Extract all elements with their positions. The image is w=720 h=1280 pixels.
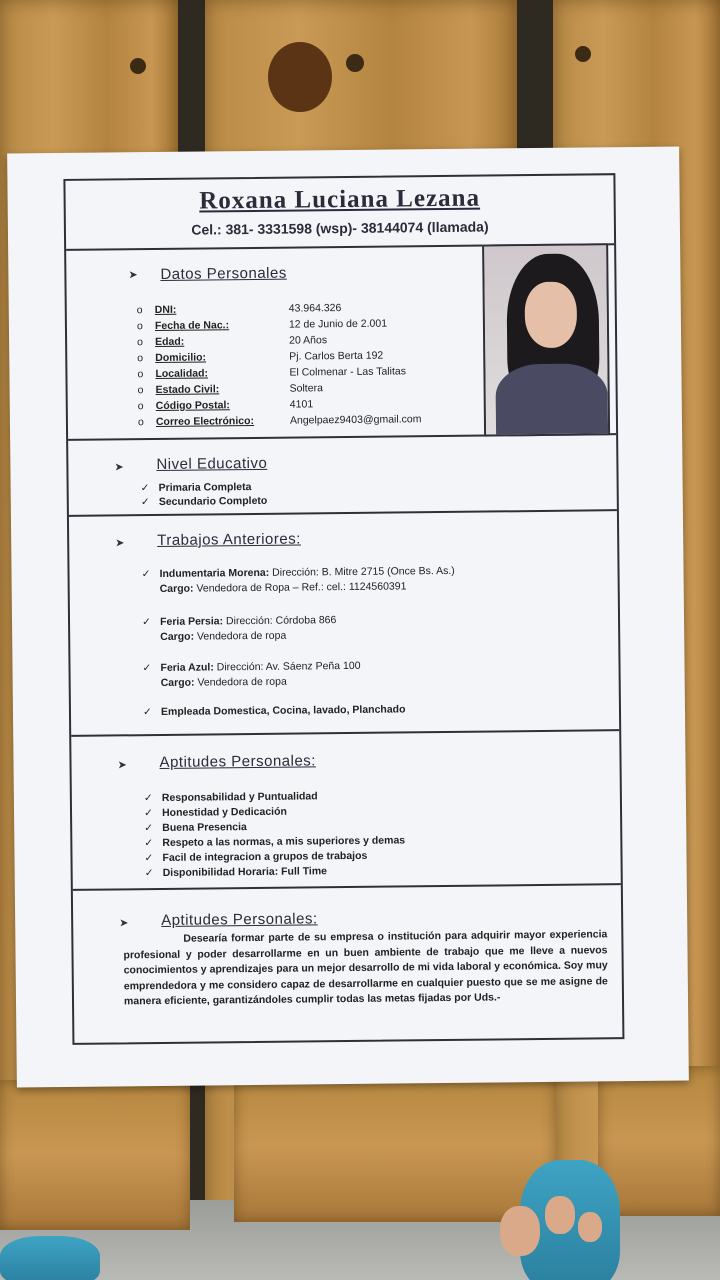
circle-bullet-icon: o	[136, 320, 143, 333]
cv-header	[65, 175, 614, 251]
section-nivel-educativo	[68, 435, 617, 517]
phone-line: Cel.: 381- 3331598 (wsp)- 38144074 (llamada)	[191, 218, 489, 238]
section-objetivo	[73, 885, 623, 1041]
bench-plank-lower	[234, 1072, 556, 1222]
field-value: Pj. Carlos Berta 192	[289, 349, 384, 363]
wood-knot	[268, 42, 332, 112]
aptitude-item: ✓ Honestidad y Dedicación	[143, 805, 287, 820]
aptitude-item: ✓ Buena Presencia	[144, 821, 247, 835]
bench-plank-lower	[0, 1080, 190, 1230]
section-title: Aptitudes Personales:	[161, 910, 318, 929]
circle-bullet-icon: o	[137, 400, 144, 413]
toe	[500, 1206, 540, 1256]
field-label: DNI:	[154, 303, 177, 317]
bolt-hole	[575, 46, 591, 62]
check-icon: ✓	[142, 706, 152, 719]
field-value: Soltera	[289, 382, 323, 395]
circle-bullet-icon: o	[137, 336, 144, 349]
field-label: Edad:	[155, 335, 185, 349]
circle-bullet-icon: o	[136, 304, 143, 317]
arrow-bullet-icon: ➤	[117, 759, 127, 772]
field-estado-civil	[138, 382, 323, 400]
section-datos-personales	[66, 245, 616, 441]
field-label: Domicilio:	[155, 351, 207, 365]
cv-paper	[7, 147, 689, 1088]
field-value: 4101	[289, 398, 314, 411]
check-icon: ✓	[141, 616, 151, 629]
check-icon: ✓	[141, 568, 151, 581]
arrow-bullet-icon: ➤	[115, 537, 125, 550]
field-edad	[137, 334, 327, 352]
field-value: 12 de Junio de 2.001	[288, 317, 388, 331]
check-icon: ✓	[144, 822, 154, 835]
section-title: Trabajos Anteriores:	[157, 530, 301, 549]
profile-photo	[482, 243, 610, 436]
field-localidad	[137, 365, 406, 384]
candidate-name: Roxana Luciana Lezana	[199, 184, 481, 215]
arrow-bullet-icon: ➤	[128, 269, 138, 282]
field-codigo-postal	[138, 398, 314, 416]
field-label: Localidad:	[155, 367, 209, 381]
check-icon: ✓	[140, 482, 150, 495]
circle-bullet-icon: o	[137, 352, 144, 365]
toe	[578, 1212, 602, 1242]
circle-bullet-icon: o	[137, 368, 144, 381]
field-label: Fecha de Nac.:	[154, 319, 230, 333]
field-label: Correo Electrónico:	[155, 414, 255, 429]
field-value: Angelpaez9403@gmail.com	[289, 413, 422, 427]
check-icon: ✓	[144, 837, 154, 850]
section-title: Nivel Educativo	[156, 454, 268, 473]
section-aptitudes	[71, 731, 621, 891]
field-label: Estado Civil:	[155, 383, 220, 397]
toe	[545, 1196, 575, 1234]
field-value: El Colmenar - Las Talitas	[289, 365, 407, 379]
bolt-hole	[346, 54, 364, 72]
arrow-bullet-icon: ➤	[114, 461, 124, 474]
aptitude-item: ✓ Disponibilidad Horaria: Full Time	[144, 865, 328, 880]
cv-frame	[63, 173, 624, 1045]
check-icon: ✓	[143, 792, 153, 805]
bolt-hole	[130, 58, 146, 74]
field-correo	[138, 413, 422, 432]
field-fecha-nac	[137, 318, 387, 337]
education-item: ✓ Primaria Completa	[140, 481, 252, 495]
aptitude-item: ✓ Facil de integracion a grupos de trabajos	[144, 849, 368, 865]
check-icon: ✓	[140, 496, 150, 509]
objective-paragraph: Desearía formar parte de su empresa o institución para adquirir mayor experiencia profesional y poder desarrollarme en un buen ambiente de trabajo que me lleve a nuevos conocimientos y aprendizajes para un mejor desarrollo de mi vida laboral y económica. Soy muy emprendedora y me considero capaz de desarrollarme en cualquier puesto que se me asigne de manera eficiente, garantizándoles cumplir todas las metas fijadas por Uds.-	[123, 928, 608, 1008]
circle-bullet-icon: o	[137, 416, 144, 429]
section-trabajos	[69, 511, 619, 737]
field-label: Código Postal:	[155, 399, 230, 413]
check-icon: ✓	[142, 662, 152, 675]
circle-bullet-icon: o	[137, 384, 144, 397]
job-item: ✓ Empleada Domestica, Cocina, lavado, Planchado	[142, 703, 406, 719]
arrow-bullet-icon: ➤	[119, 917, 129, 930]
flip-flop	[0, 1236, 100, 1280]
check-icon: ✓	[143, 807, 153, 820]
aptitude-item: ✓ Respeto a las normas, a mis superiores y demas	[144, 834, 406, 850]
section-title: Aptitudes Personales:	[159, 752, 317, 771]
field-value: 43.964.326	[288, 302, 342, 315]
job-item: ✓ Indumentaria Morena: Dirección: B. Mitre 2715 (Once Bs. As.)	[141, 564, 455, 581]
field-value: 20 Años	[289, 334, 328, 347]
job-item: ✓ Feria Azul: Dirección: Av. Sáenz Peña 100	[142, 659, 361, 675]
check-icon: ✓	[144, 852, 154, 865]
education-item: ✓ Secundario Completo	[140, 494, 268, 509]
job-cargo: Cargo: Vendedora de ropa	[160, 629, 287, 643]
check-icon: ✓	[144, 867, 154, 880]
job-item: ✓ Feria Persia: Dirección: Córdoba 866	[141, 614, 337, 629]
job-cargo: Cargo: Vendedora de Ropa – Ref.: cel.: 1124560391	[159, 580, 407, 595]
job-cargo: Cargo: Vendedora de ropa	[160, 675, 287, 689]
aptitude-item: ✓ Responsabilidad y Puntualidad	[143, 790, 318, 805]
section-title: Datos Personales	[160, 264, 287, 283]
